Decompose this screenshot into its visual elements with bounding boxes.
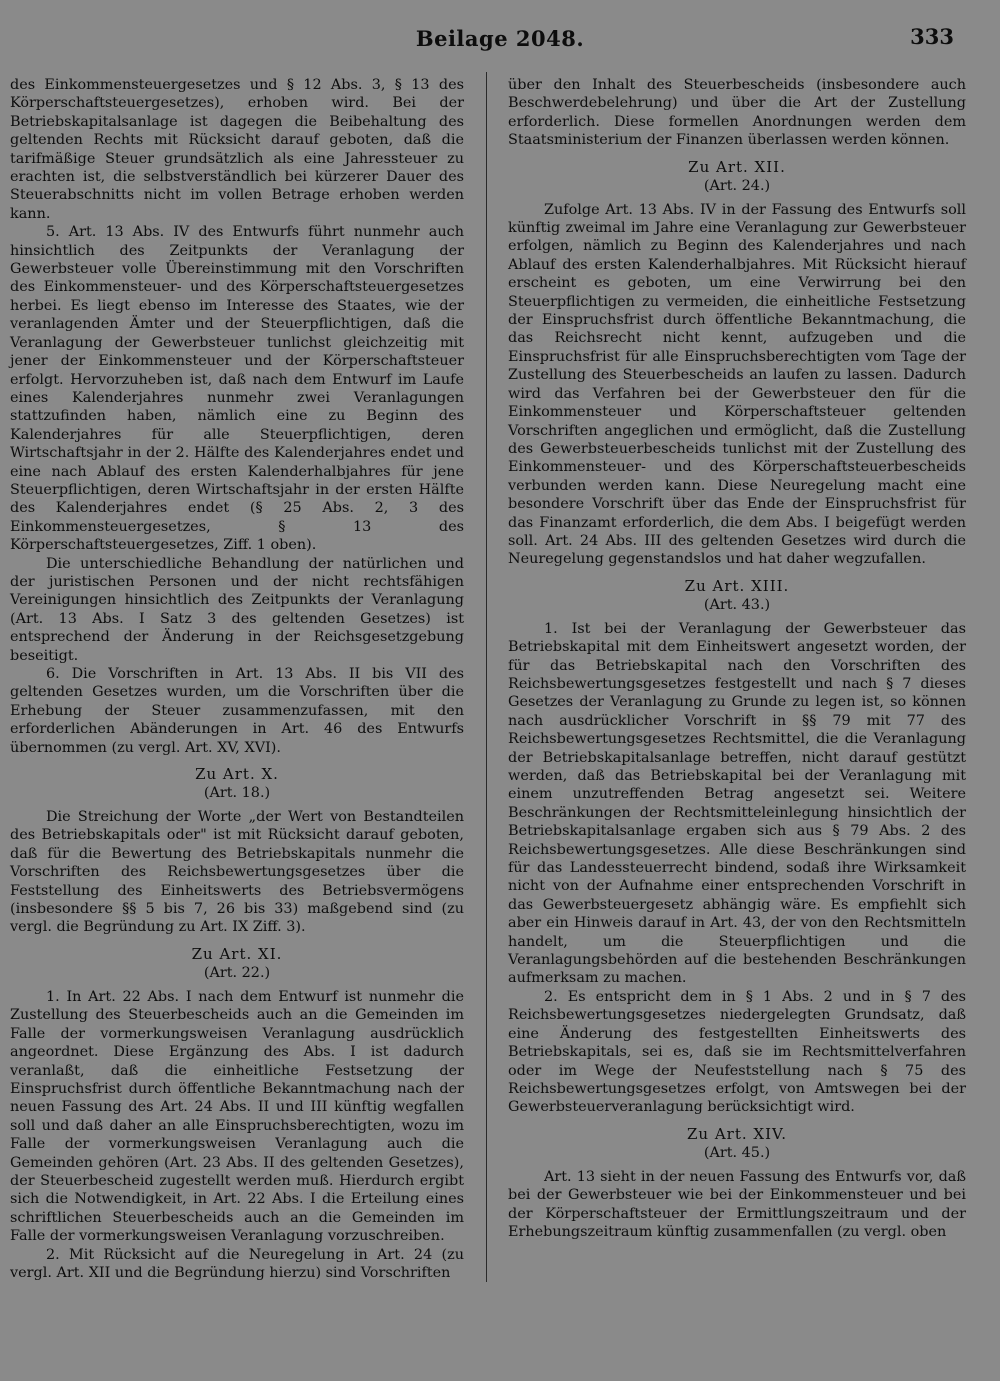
- section-heading: Zu Art. XI.: [191, 944, 283, 963]
- paragraph: 1. Ist bei der Veranlagung der Gewerbsteuer das Betriebskapital mit dem Einheitswert angesetzt worden, der für das Betriebskapital nach den Vorschriften des Reichsbewertungsgesetzes festgestellt und nach § 7 dieses Gesetzes der Veranlagung zu Grunde zu legen ist, so können nach ausdrücklicher Vorschrift in §§ 79 mit 77 des Reichsbewertungsgesetzes Rechtsmittel, die die Veranlagung der Betriebskapitalsanlage betreffen, nicht darauf gestützt werden, daß das Betriebskapital bei der Veranlagung mit einem unzutreffenden Betrag angesetzt sei. Weitere Beschränkungen der Rechtsmitteleinlegung hinsichtlich der Betriebskapitalsanlage ergaben sich aus § 79 Abs. 2 des Reichsbewertungsgesetzes. Alle diese Beschränkungen sind für das Landessteuerrecht bindend, sodaß ihre Wirksamkeit nicht von der Aufnahme einer entsprechenden Vorschrift in das Gewerbsteuergesetz abhängig wäre. Es empfiehlt sich aber ein Hinweis darauf in Art. 43, der von den Rechtsmitteln handelt, um die Steuerpflichtigen und die Veranlagungsbehörden auf die bestehenden Beschränkungen aufmerksam zu machen.: [508, 620, 966, 987]
- section-subheading: (Art. 43.): [703, 596, 771, 613]
- paragraph: 2. Es entspricht dem in § 1 Abs. 2 und in § 7 des Reichsbewertungsgesetzes niedergelegten Grundsatz, daß eine Änderung des festgestellten Einheitswerts des Betriebskapitals, sei es, daß sie im Rechtsmittelverfahren oder im Wege der Neufeststellung nach § 75 des Reichsbewertungsgesetzes erfolgt, von Amtswegen bei der Gewerbsteuerveranlagung berücksichtigt wird.: [508, 988, 966, 1116]
- section-heading: Zu Art. XIII.: [684, 576, 790, 595]
- paragraph: 2. Mit Rücksicht auf die Neuregelung in Art. 24 (zu vergl. Art. XII und die Begründung hierzu) sind Vorschriften: [10, 1246, 464, 1281]
- right-column: [508, 76, 966, 1241]
- paragraph: Zufolge Art. 13 Abs. IV in der Fassung des Entwurfs soll künftig zweimal im Jahre eine Veranlagung zur Gewerbsteuer erfolgen, nämlich zu Beginn des Kalenderjahres und nach Ablauf des ersten Kalenderhalbjahres. Mit Rücksicht hierauf erscheint es geboten, um eine Verwirrung bei den Steuerpflichtigen zu vermeiden, die einheitliche Festsetzung der Einspruchsfrist durch öffentliche Bekanntmachung, die das Reichsrecht nicht kennt, aufzugeben und die Einspruchsfrist für alle Einspruchsberechtigten vom Tage der Zustellung des Steuerbescheids an laufen zu lassen. Dadurch wird das Verfahren bei der Gewerbsteuer den für die Einkommensteuer und Körperschaftsteuer geltenden Vorschriften angeglichen und ermöglicht, daß die Zustellung des Gewerbsteuerbescheids tunlichst mit der Zustellung des Einkommensteuer- und des Körperschaftsteuerbescheids verbunden werden kann. Diese Neuregelung macht eine besondere Vorschrift über das Ende der Einspruchsfrist für das Finanzamt erforderlich, die dem Abs. I beigefügt werden soll. Art. 24 Abs. III des geltenden Gesetzes wird durch die Neuregelung gegenstandslos und hat daher wegzufallen.: [508, 201, 966, 568]
- section-subheading: (Art. 22.): [203, 964, 271, 981]
- paragraph: Die unterschiedliche Behandlung der natürlichen und der juristischen Personen und der nicht rechtsfähigen Vereinigungen hinsichtlich des Zeitpunkts der Veranlagung (Art. 13 Abs. I Satz 3 des geltenden Gesetzes) ist entsprechend der Änderung in der Reichsgesetzgebung beseitigt.: [10, 555, 464, 664]
- section-heading: Zu Art. XII.: [688, 157, 786, 176]
- paragraph: Art. 13 sieht in der neuen Fassung des Entwurfs vor, daß bei der Gewerbsteuer wie bei der Einkommensteuer und bei der Körperschaftsteuer der Ermittlungszeitraum und der Erhebungszeitraum künftig zusammenfallen (zu vergl. oben: [508, 1168, 966, 1240]
- paragraph: des Einkommensteuergesetzes und § 12 Abs. 3, § 13 des Körperschaftsteuergesetzes), erhoben wird. Bei der Betriebskapitalsanlage ist dagegen die Beibehaltung des geltenden Rechts mit Rücksicht darauf geboten, daß die tarifmäßige Steuer grundsätzlich als eine Jahressteuer zu erachten ist, die selbstverständlich bei kürzerer Dauer des Steuerabschnitts nicht im vollen Betrage erhoben werden kann.: [10, 77, 464, 222]
- paragraph: Die Streichung der Worte „der Wert von Bestandteilen des Betriebskapitals oder" ist mit Rücksicht darauf geboten, daß für die Bewertung des Betriebskapitals nunmehr die Vorschriften des Reichsbewertungsgesetzes über die Feststellung des Einheitswerts des Betriebsvermögens (insbesondere §§ 5 bis 7, 26 bis 33) maßgebend sind (zu vergl. die Begründung zu Art. IX Ziff. 3).: [10, 809, 464, 936]
- section-subheading: (Art. 18.): [203, 785, 271, 802]
- paragraph: 6. Die Vorschriften in Art. 13 Abs. II bis VII des geltenden Gesetzes wurden, um die Vorschriften über die Erhebung der Steuer zusammenzufassen, mit den erforderlichen Abänderungen in Art. 46 des Entwurfs übernommen (zu vergl. Art. XV, XVI).: [10, 666, 464, 756]
- section-heading: Zu Art. X.: [195, 765, 279, 784]
- page-title: Beilage 2048.: [415, 26, 585, 51]
- paragraph: über den Inhalt des Steuerbescheids (insbesondere auch Beschwerdebelehrung) und über die Art der Zustellung erforderlich. Diese formellen Anordnungen werden dem Staatsministerium der Finanzen überlassen werden können.: [508, 77, 966, 149]
- paragraph: 5. Art. 13 Abs. IV des Entwurfs führt nunmehr auch hinsichtlich des Zeitpunkts der Veranlagung der Gewerbsteuer volle Übereinstimmung mit den Vorschriften des Einkommensteuer- und des Körperschaftsteuergesetzes herbei. Es liegt ebenso im Interesse des Staates, wie der veranlagenden Ämter und der Steuerpflichtigen, daß die Veranlagung der Gewerbsteuer tunlichst gleichzeitig mit jener der Einkommensteuer und der Körperschaftsteuer erfolgt. Hervorzuheben ist, daß nach dem Entwurf im Laufe eines Kalenderjahres nunmehr zwei Veranlagungen stattzufinden haben, nämlich eine zu Beginn des Kalenderjahres für alle Steuerpflichtigen, deren Wirtschaftsjahr in der 2. Hälfte des Kalenderjahres endet und eine nach Ablauf des ersten Kalenderhalbjahres für jene Steuerpflichtigen, deren Wirtschaftsjahr in der ersten Hälfte des Kalenderjahres endet (§ 25 Abs. 2, 3 des Einkommensteuergesetzes, § 13 des Körperschaftsteuergesetzes, Ziff. 1 oben).: [10, 224, 464, 554]
- page-number: 333: [910, 24, 954, 49]
- section-subheading: (Art. 45.): [703, 1144, 771, 1161]
- section-subheading: (Art. 24.): [703, 177, 771, 194]
- left-column: [10, 76, 464, 1282]
- page-header: [0, 26, 1000, 56]
- paragraph: 1. In Art. 22 Abs. I nach dem Entwurf ist nunmehr die Zustellung des Steuerbescheids auch an die Gemeinden im Falle der vormerkungsweisen Veranlagung ausdrücklich angeordnet. Diese Ergänzung des Abs. I ist dadurch veranlaßt, daß die einheitliche Festsetzung der Einspruchsfrist durch öffentliche Bekanntmachung nach der neuen Fassung des Art. 24 Abs. II und III künftig wegfallen soll und daß daher an alle Einspruchsberechtigten, wozu im Falle der vormerkungsweisen Veranlagung auch die Gemeinden gehören (Art. 23 Abs. II des geltenden Gesetzes), der Steuerbescheid zugestellt werden muß. Hierdurch ergibt sich die Notwendigkeit, in Art. 22 Abs. I die Erteilung eines schriftlichen Steuerbescheids auch an die Gemeinden im Falle der vormerkungsweisen Veranlagung vorzuschreiben.: [10, 988, 464, 1245]
- column-divider: [486, 72, 487, 1282]
- section-heading: Zu Art. XIV.: [686, 1124, 787, 1143]
